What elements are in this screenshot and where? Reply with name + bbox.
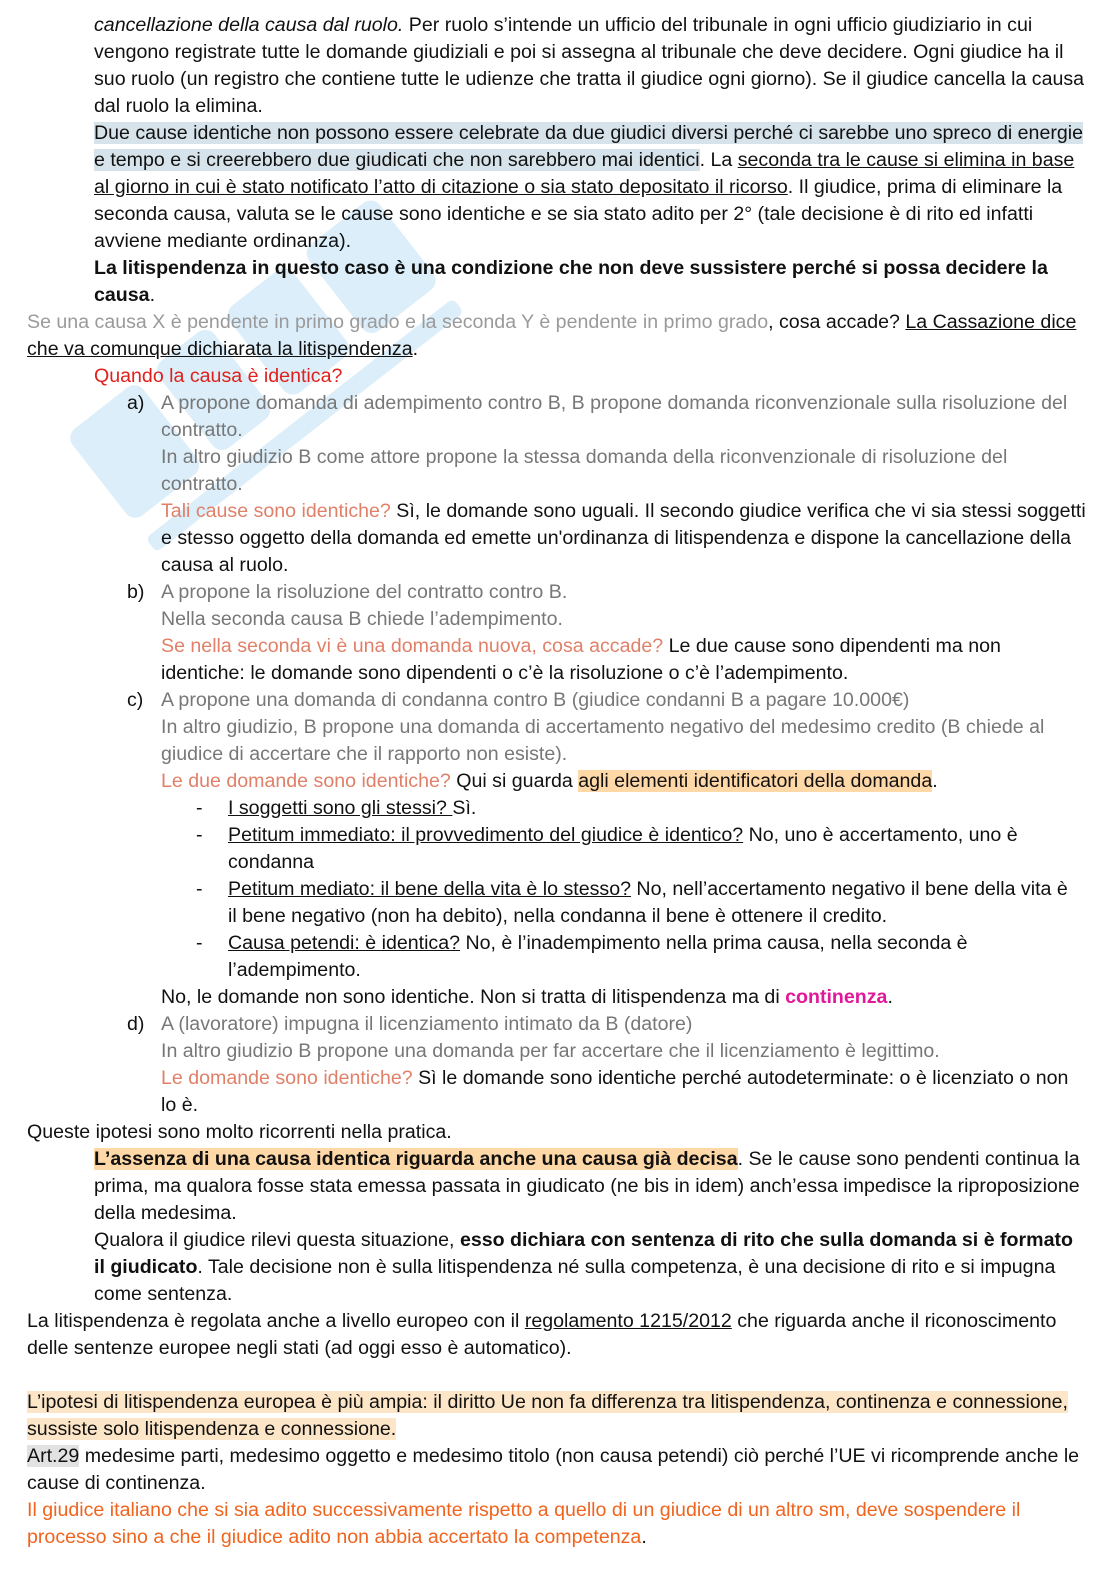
list-label: d) [127, 1013, 145, 1035]
question-text: Tali cause sono identiche? [161, 500, 391, 522]
keyword-text: continenza [785, 986, 888, 1008]
text: Qualora il giudice rilevi questa situazione, [94, 1229, 460, 1251]
highlighted-text: Due cause identiche non possono essere celebrate da due giudici diversi perché ci sarebbe uno spreco di energie e tempo e si creerebbero due giudicati che non sarebbero mai identici [94, 122, 1084, 171]
text: La litispendenza è regolata anche a livello europeo con il [27, 1310, 525, 1332]
answer-text: . [932, 770, 938, 792]
case-line: A propone una domanda di condanna contro B (giudice condanni B a pagare 10.000€) [161, 689, 910, 711]
paragraph-regolamento [27, 1308, 1086, 1362]
case-line: A propone la risoluzione del contratto contro B. [161, 581, 568, 603]
text: . [887, 986, 893, 1008]
bullet-item [0, 822, 1116, 876]
text: , cosa accade? [768, 311, 906, 333]
underlined-text: Petitum immediato: il provvedimento del giudice è identico? [228, 824, 744, 846]
bullet-item [0, 876, 1116, 930]
gray-text: Se una causa X è pendente in primo grado e la seconda Y è pendente in primo grado [27, 311, 769, 333]
paragraph-giudice-italiano [27, 1497, 1086, 1551]
list-item-c [0, 687, 1116, 1011]
paragraph-ipotesi: Queste ipotesi sono molto ricorrenti nella pratica. [27, 1121, 452, 1143]
case-answer [161, 1065, 1086, 1119]
case-conclusion [161, 984, 1086, 1011]
underlined-text: Causa petendi: è identica? [228, 932, 461, 954]
text: che riguarda anche il riconoscimento delle sentenze europee negli stati (ad oggi esso è automatico). [27, 1310, 1057, 1359]
paragraph-ruolo [94, 12, 1086, 120]
question-text: Le due domande sono identiche? [161, 770, 451, 792]
question-heading: Quando la causa è identica? [94, 365, 343, 387]
paragraph-art29 [27, 1443, 1086, 1497]
text: Per ruolo s’intende un ufficio del tribunale in ogni ufficio giudiziario in cui vengono registrate tutte le domande giudiziali e poi si assegna al tribunale che deve decidere. Ogni giudice ha il suo ruolo (un registro che contiene tutte le udienze che tratta il giudice ogni giorno). Se il giudice cancella la causa dal ruolo la elimina. [94, 14, 1085, 117]
answer-text: Sì le domande sono identiche perché autodeterminate: o è licenziato o non lo è. [161, 1067, 1069, 1116]
highlighted-text: Art.29 [27, 1445, 80, 1467]
question-text: Se nella seconda vi è una domanda nuova, cosa accade? [161, 635, 664, 657]
text: No, è l’inadempimento nella prima causa, nella seconda è l’adempimento. [228, 932, 968, 981]
bullet-dash: - [196, 878, 203, 900]
list-item-a [0, 390, 1116, 579]
text: Sì. [452, 797, 477, 819]
case-line: In altro giudizio B propone una domanda per far accertare che il licenziamento è legittimo. [161, 1040, 940, 1062]
bullet-item [0, 930, 1116, 984]
underlined-text: La Cassazione dice che va comunque dichiarata la litispendenza [27, 311, 1077, 360]
text: . Il giudice, prima di eliminare la seconda causa, valuta se le cause sono identiche e se sia stato adito per 2° (tale decisione è di rito ed infatti avviene mediante ordinanza). [94, 176, 1063, 252]
underlined-text: seconda tra le cause si elimina in base al giorno in cui è stato notificato l’atto di citazione o sia stato depositato il ricorso [94, 149, 1075, 198]
paragraph-litispendenza-condizione [94, 255, 1086, 309]
list-item-b [0, 579, 1116, 687]
list-item-d [0, 1011, 1116, 1119]
case-line: A propone domanda di adempimento contro B, B propone domanda riconvenzionale sulla risoluzione del contratto. [161, 392, 1068, 441]
underlined-text: Petitum mediato: il bene della vita è lo stesso? [228, 878, 631, 900]
answer-text: Sì, le domande sono uguali. Il secondo giudice verifica che vi sia stessi soggetti e stesso oggetto della domanda ed emette un'ordinanza di litispendenza e dispone la cancellazione della causa al ruolo. [161, 500, 1086, 576]
text: . [149, 284, 156, 306]
text: medesime parti, medesimo oggetto e medesimo titolo (non causa petendi) ciò perché l’UE vi ricomprende anche le cause di continenza. [27, 1445, 1080, 1494]
list-label: a) [127, 392, 145, 414]
list-label: c) [127, 689, 144, 711]
paragraph-causa-decisa [94, 1146, 1086, 1227]
blank-line [0, 1362, 1116, 1389]
highlighted-text: L’ipotesi di litispendenza europea è più ampia: il diritto Ue non fa differenza tra litispendenza, continenza e connessione, sussiste solo litispendenza e connessione. [27, 1391, 1068, 1440]
paragraph-cassazione [27, 309, 1086, 363]
case-line: A (lavoratore) impugna il licenziamento intimato da B (datore) [161, 1013, 693, 1035]
text: No, le domande non sono identiche. Non si tratta di litispendenza ma di [161, 986, 786, 1008]
bullet-dash: - [196, 824, 203, 846]
case-line: In altro giudizio, B propone una domanda di accertamento negativo del medesimo credito (B chiede al giudice di accertare che il rapporto non esiste). [161, 716, 1045, 765]
highlighted-text: agli elementi identificatori della domanda [578, 770, 933, 792]
bullet-item [0, 795, 1116, 822]
case-answer [161, 498, 1086, 579]
paragraph-ue [27, 1389, 1086, 1443]
bullet-dash: - [196, 932, 203, 954]
paragraph-sentenza-rito [94, 1227, 1086, 1308]
text: . Tale decisione non è sulla litispendenza né sulla competenza, è una decisione di rito e si impugna come sentenza. [94, 1256, 1056, 1305]
orange-text: Il giudice italiano che si sia adito successivamente rispetto a quello di un giudice di un altro sm, deve sospendere il processo sino a che il giudice adito non abbia accertato la competenza [27, 1499, 1021, 1548]
text: No, uno è accertamento, uno è condanna [228, 824, 1018, 873]
question-text: Le domande sono identiche? [161, 1067, 413, 1089]
case-answer [161, 633, 1086, 687]
case-line: In altro giudizio B come attore propone la stessa domanda della riconvenzionale di risoluzione del contratto. [161, 446, 1008, 495]
highlighted-bold-text: L’assenza di una causa identica riguarda anche una causa già decisa [94, 1148, 738, 1170]
case-line: Nella seconda causa B chiede l’adempimento. [161, 608, 563, 630]
text: . Se le cause sono pendenti continua la prima, ma qualora fosse stata emessa passata in giudicato (ne bis in idem) anch’essa impedisce la riproposizione della medesima. [94, 1148, 1080, 1224]
bold-text: esso dichiara con sentenza di rito che sulla domanda si è formato il giudicato [94, 1229, 1073, 1278]
list-label: b) [127, 581, 145, 603]
paragraph-cause-identiche [94, 120, 1086, 255]
text: . [641, 1526, 647, 1548]
answer-text: Le due cause sono dipendenti ma non identiche: le domande sono dipendenti o c’è la risoluzione o c’è l’adempimento. [161, 635, 1001, 684]
text: . [412, 338, 419, 360]
underlined-text: I soggetti sono gli stessi? [228, 797, 453, 819]
text: No, nell’accertamento negativo il bene della vita è il bene negativo (non ha debito), nella condanna il bene è ottenere il credito. [228, 878, 1068, 927]
answer-text: Qui si guarda [450, 770, 579, 792]
bold-text: La litispendenza in questo caso è una condizione che non deve sussistere perché si possa decidere la causa [94, 257, 1048, 306]
case-answer [161, 768, 1086, 795]
underlined-text: regolamento 1215/2012 [524, 1310, 732, 1332]
italic-text: cancellazione della causa dal ruolo. [94, 14, 404, 36]
text: . La [699, 149, 738, 171]
bullet-dash: - [196, 797, 203, 819]
